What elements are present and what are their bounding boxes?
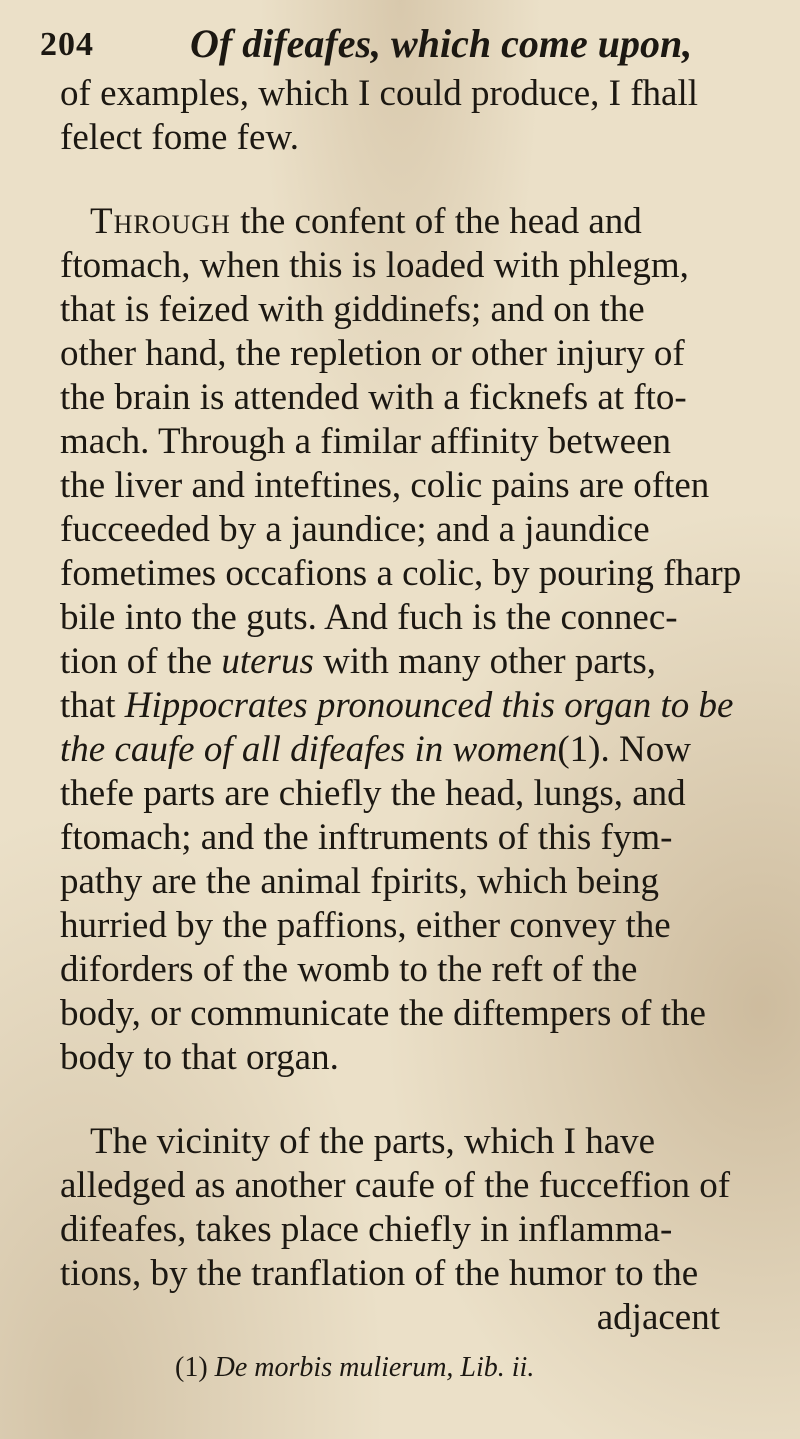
footnote-marker: (1) xyxy=(175,1352,208,1383)
text-line: the liver and inteftines, colic pains are often xyxy=(60,465,710,506)
drop-word: Through xyxy=(90,201,231,242)
text-line xyxy=(60,640,760,684)
page-number: 204 xyxy=(40,26,94,63)
text-line: diforders of the womb to the reft of the xyxy=(60,949,638,990)
italic-fragment: uterus xyxy=(221,641,314,682)
running-head: Of difeafes, which come upon, xyxy=(190,21,693,66)
text-line: of examples, which I could produce, I fhall xyxy=(60,73,699,114)
text-fragment: that xyxy=(60,685,125,726)
text-fragment: with many other parts, xyxy=(313,641,657,682)
paragraph-gap xyxy=(60,160,760,200)
paragraph-gap xyxy=(60,1080,760,1120)
text-line: hurried by the paffions, either convey the xyxy=(60,905,671,946)
text-line xyxy=(60,728,760,772)
text-line: ftomach; and the inftruments of this fym- xyxy=(60,817,673,858)
text-line: that is feized with giddinefs; and on the xyxy=(60,289,645,330)
text-line: body, or communicate the diftempers of the xyxy=(60,993,706,1034)
text-line: the brain is attended with a ficknefs at fto- xyxy=(60,377,687,418)
catchword: adjacent xyxy=(596,1297,720,1338)
text-line: other hand, the repletion or other injury of xyxy=(60,333,685,374)
text-line: pathy are the animal fpirits, which being xyxy=(60,861,660,902)
text-line: mach. Through a fimilar affinity between xyxy=(60,421,671,462)
text-line: fucceeded by a jaundice; and a jaundice xyxy=(60,509,650,550)
footnote xyxy=(175,1352,534,1384)
text-line: fometimes occafions a colic, by pouring fharp xyxy=(60,553,742,594)
text-line xyxy=(60,200,760,244)
italic-fragment: the caufe of all difeafes in women xyxy=(60,729,558,770)
text-line: ftomach, when this is loaded with phlegm, xyxy=(60,245,689,286)
text-line: tions, by the tranflation of the humor to the xyxy=(60,1253,699,1294)
text-line: The vicinity of the parts, which I have xyxy=(90,1121,656,1162)
text-line: difeafes, takes place chiefly in inflamma- xyxy=(60,1209,673,1250)
body-text xyxy=(60,72,760,1340)
text-line xyxy=(60,684,760,728)
text-line: felect fome few. xyxy=(60,117,299,158)
text-line: thefe parts are chiefly the head, lungs, and xyxy=(60,773,686,814)
text-fragment: tion of the xyxy=(60,641,222,682)
page-header xyxy=(40,20,760,70)
text-line: alledged as another caufe of the fucceffion of xyxy=(60,1165,731,1206)
text-line: bile into the guts. And fuch is the connec- xyxy=(60,597,678,638)
text-line: body to that organ. xyxy=(60,1037,339,1078)
italic-fragment: Hippocrates pronounced this organ to be xyxy=(124,685,734,726)
text-fragment: the confent of the head and xyxy=(240,201,642,242)
footnote-text: De morbis mulierum, Lib. ii. xyxy=(214,1352,535,1383)
text-fragment: (1). Now xyxy=(557,729,691,770)
